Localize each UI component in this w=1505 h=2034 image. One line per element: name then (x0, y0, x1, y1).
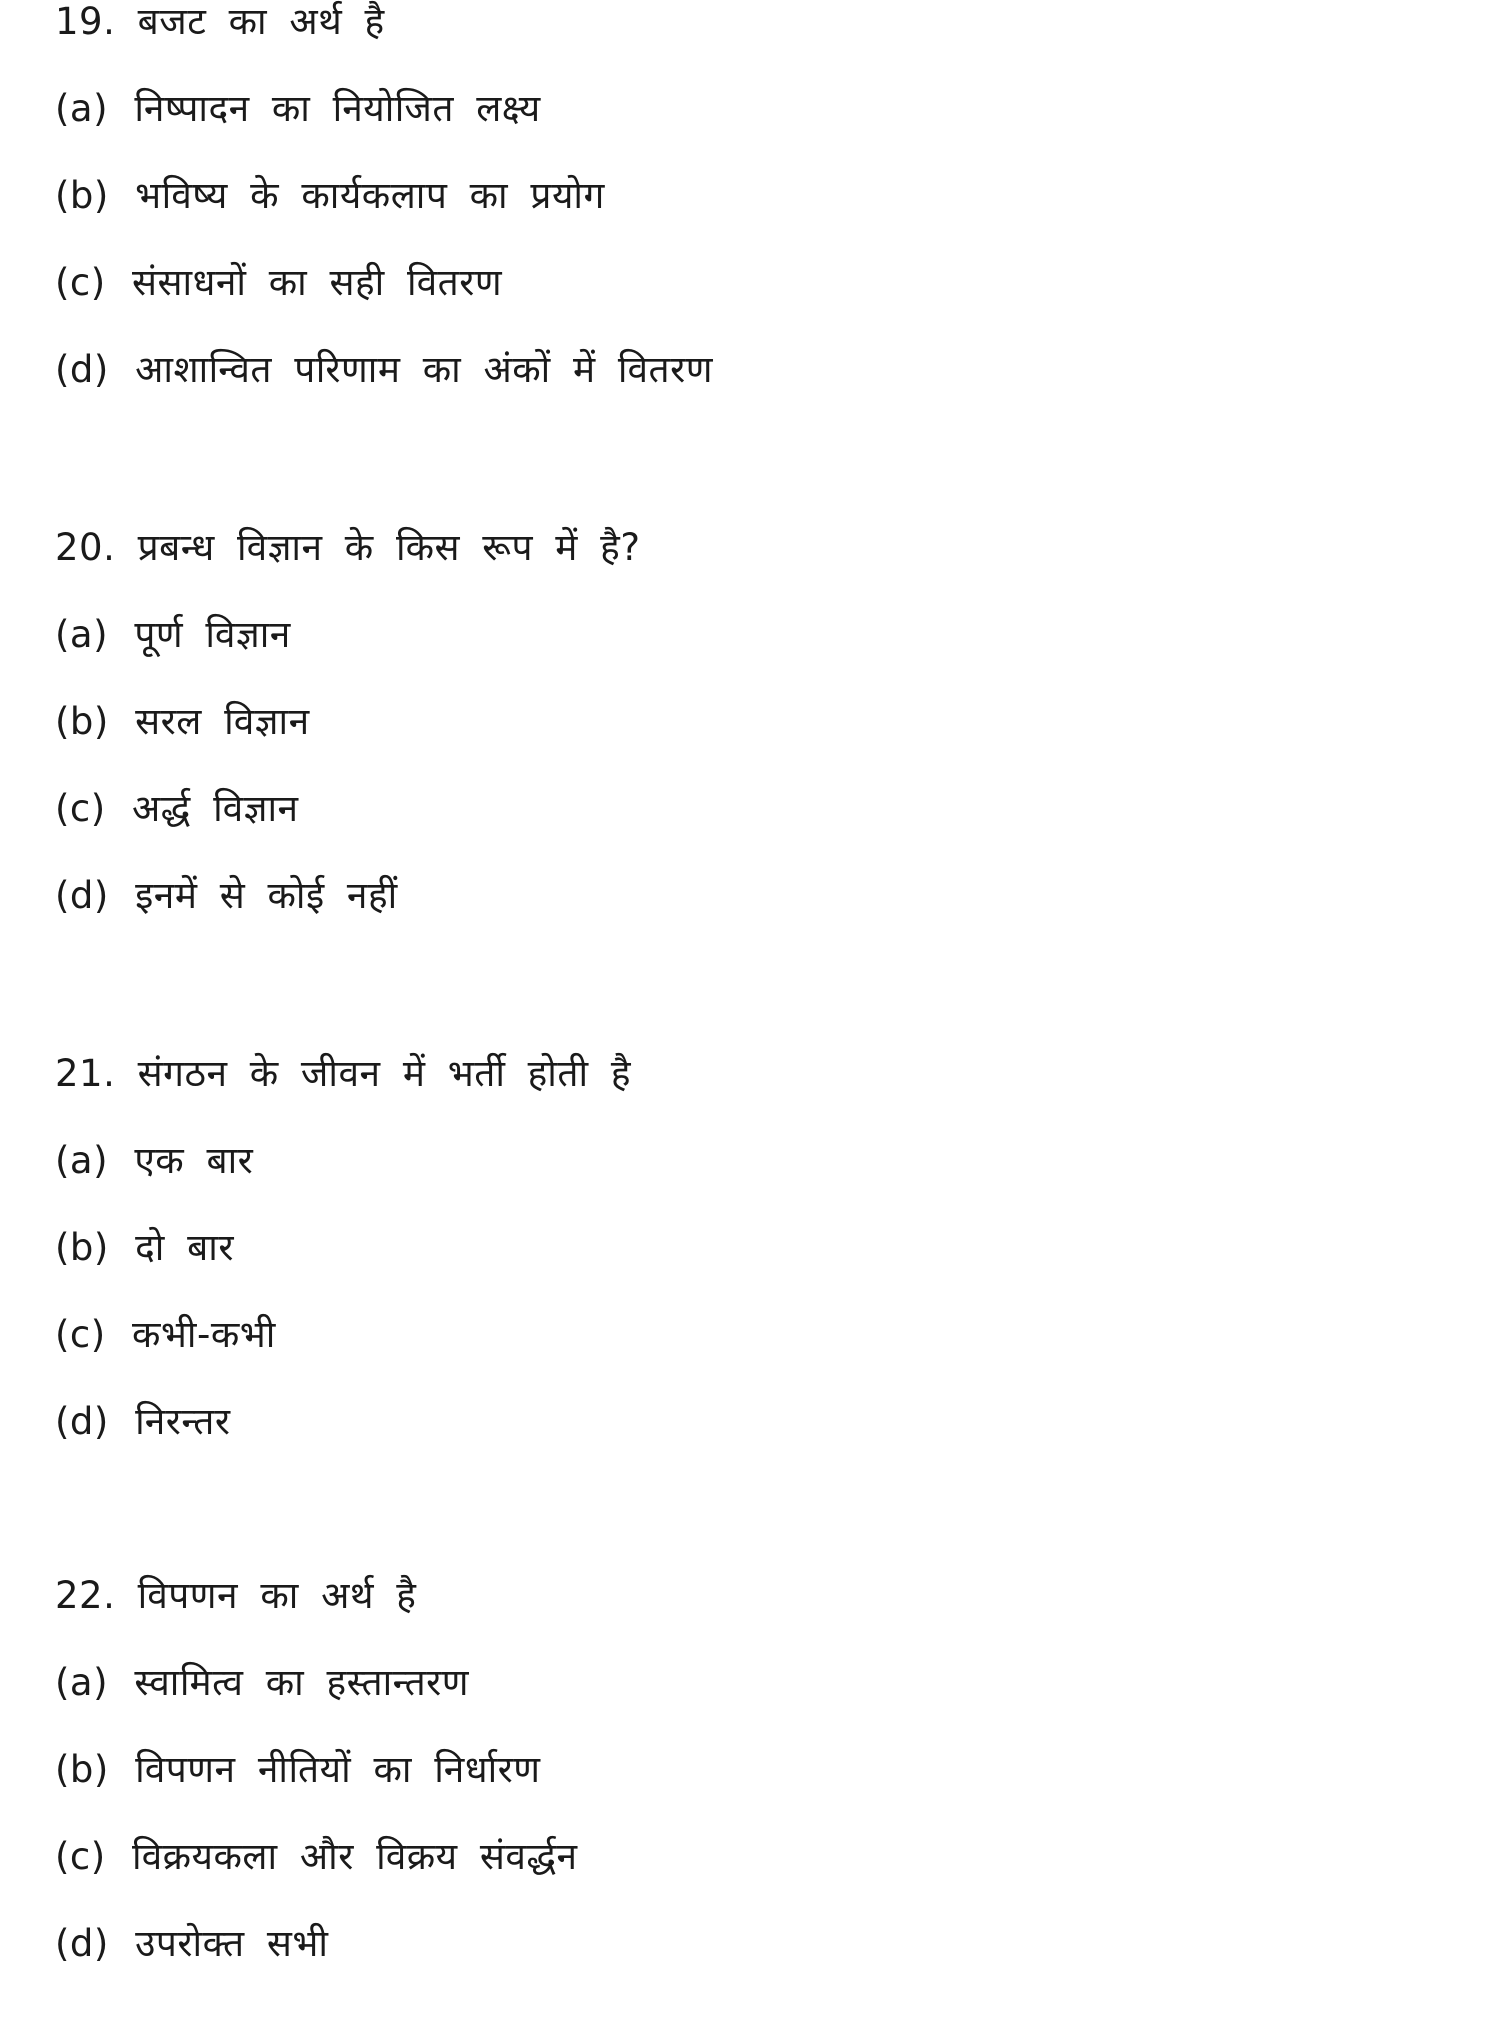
option-text: निष्पादन का नियोजित लक्ष्य (134, 87, 541, 130)
question-text: विपणन का अर्थ है (137, 1574, 417, 1617)
option-b (55, 692, 310, 752)
option-label: (b) (55, 1226, 109, 1269)
option-label: (b) (55, 700, 109, 743)
option-text: निरन्तर (135, 1400, 231, 1443)
option-d (55, 1392, 231, 1452)
option-c (55, 253, 502, 313)
option-d (55, 340, 713, 400)
option-label: (c) (55, 1313, 106, 1356)
option-label: (c) (55, 1835, 106, 1878)
question-number: 21. (55, 1052, 116, 1095)
option-text: उपरोक्त सभी (135, 1922, 329, 1965)
option-b (55, 1218, 234, 1278)
question-stem (55, 1044, 631, 1104)
option-d (55, 866, 398, 926)
option-label: (a) (55, 87, 109, 130)
option-label: (d) (55, 874, 109, 917)
option-label: (a) (55, 1139, 109, 1182)
option-text: विपणन नीतियों का निर्धारण (135, 1748, 541, 1791)
option-c (55, 779, 299, 839)
option-text: संसाधनों का सही वितरण (131, 261, 503, 304)
option-a (55, 1131, 253, 1191)
option-label: (c) (55, 787, 106, 830)
question-text: संगठन के जीवन में भर्ती होती है (137, 1052, 631, 1095)
option-text: कभी-कभी (131, 1313, 276, 1356)
option-label: (a) (55, 613, 109, 656)
option-text: एक बार (134, 1139, 254, 1182)
option-text: सरल विज्ञान (135, 700, 310, 743)
question-text: प्रबन्ध विज्ञान के किस रूप में है? (137, 526, 641, 569)
option-a (55, 1653, 469, 1713)
option-label: (c) (55, 261, 106, 304)
question-stem (55, 518, 640, 578)
question-number: 22. (55, 1574, 116, 1617)
question-stem (55, 1566, 416, 1626)
option-label: (b) (55, 174, 109, 217)
question-stem (55, 0, 385, 52)
question-text: बजट का अर्थ है (137, 0, 385, 43)
option-text: दो बार (135, 1226, 234, 1269)
question-number: 20. (55, 526, 116, 569)
option-c (55, 1827, 578, 1887)
option-label: (a) (55, 1661, 109, 1704)
option-label: (d) (55, 1400, 109, 1443)
option-text: इनमें से कोई नहीं (135, 874, 398, 917)
option-text: आशान्वित परिणाम का अंकों में वितरण (135, 348, 714, 391)
option-text: स्वामित्व का हस्तान्तरण (134, 1661, 470, 1704)
option-label: (d) (55, 348, 109, 391)
option-d (55, 1914, 328, 1974)
option-text: विक्रयकला और विक्रय संवर्द्धन (131, 1835, 578, 1878)
option-b (55, 1740, 541, 1800)
option-label: (b) (55, 1748, 109, 1791)
option-c (55, 1305, 276, 1365)
option-label: (d) (55, 1922, 109, 1965)
option-a (55, 605, 291, 665)
question-number: 19. (55, 0, 116, 43)
option-b (55, 166, 605, 226)
option-text: अर्द्ध विज्ञान (131, 787, 299, 830)
option-text: पूर्ण विज्ञान (134, 613, 291, 656)
option-a (55, 79, 541, 139)
option-text: भविष्य के कार्यकलाप का प्रयोग (135, 174, 605, 217)
